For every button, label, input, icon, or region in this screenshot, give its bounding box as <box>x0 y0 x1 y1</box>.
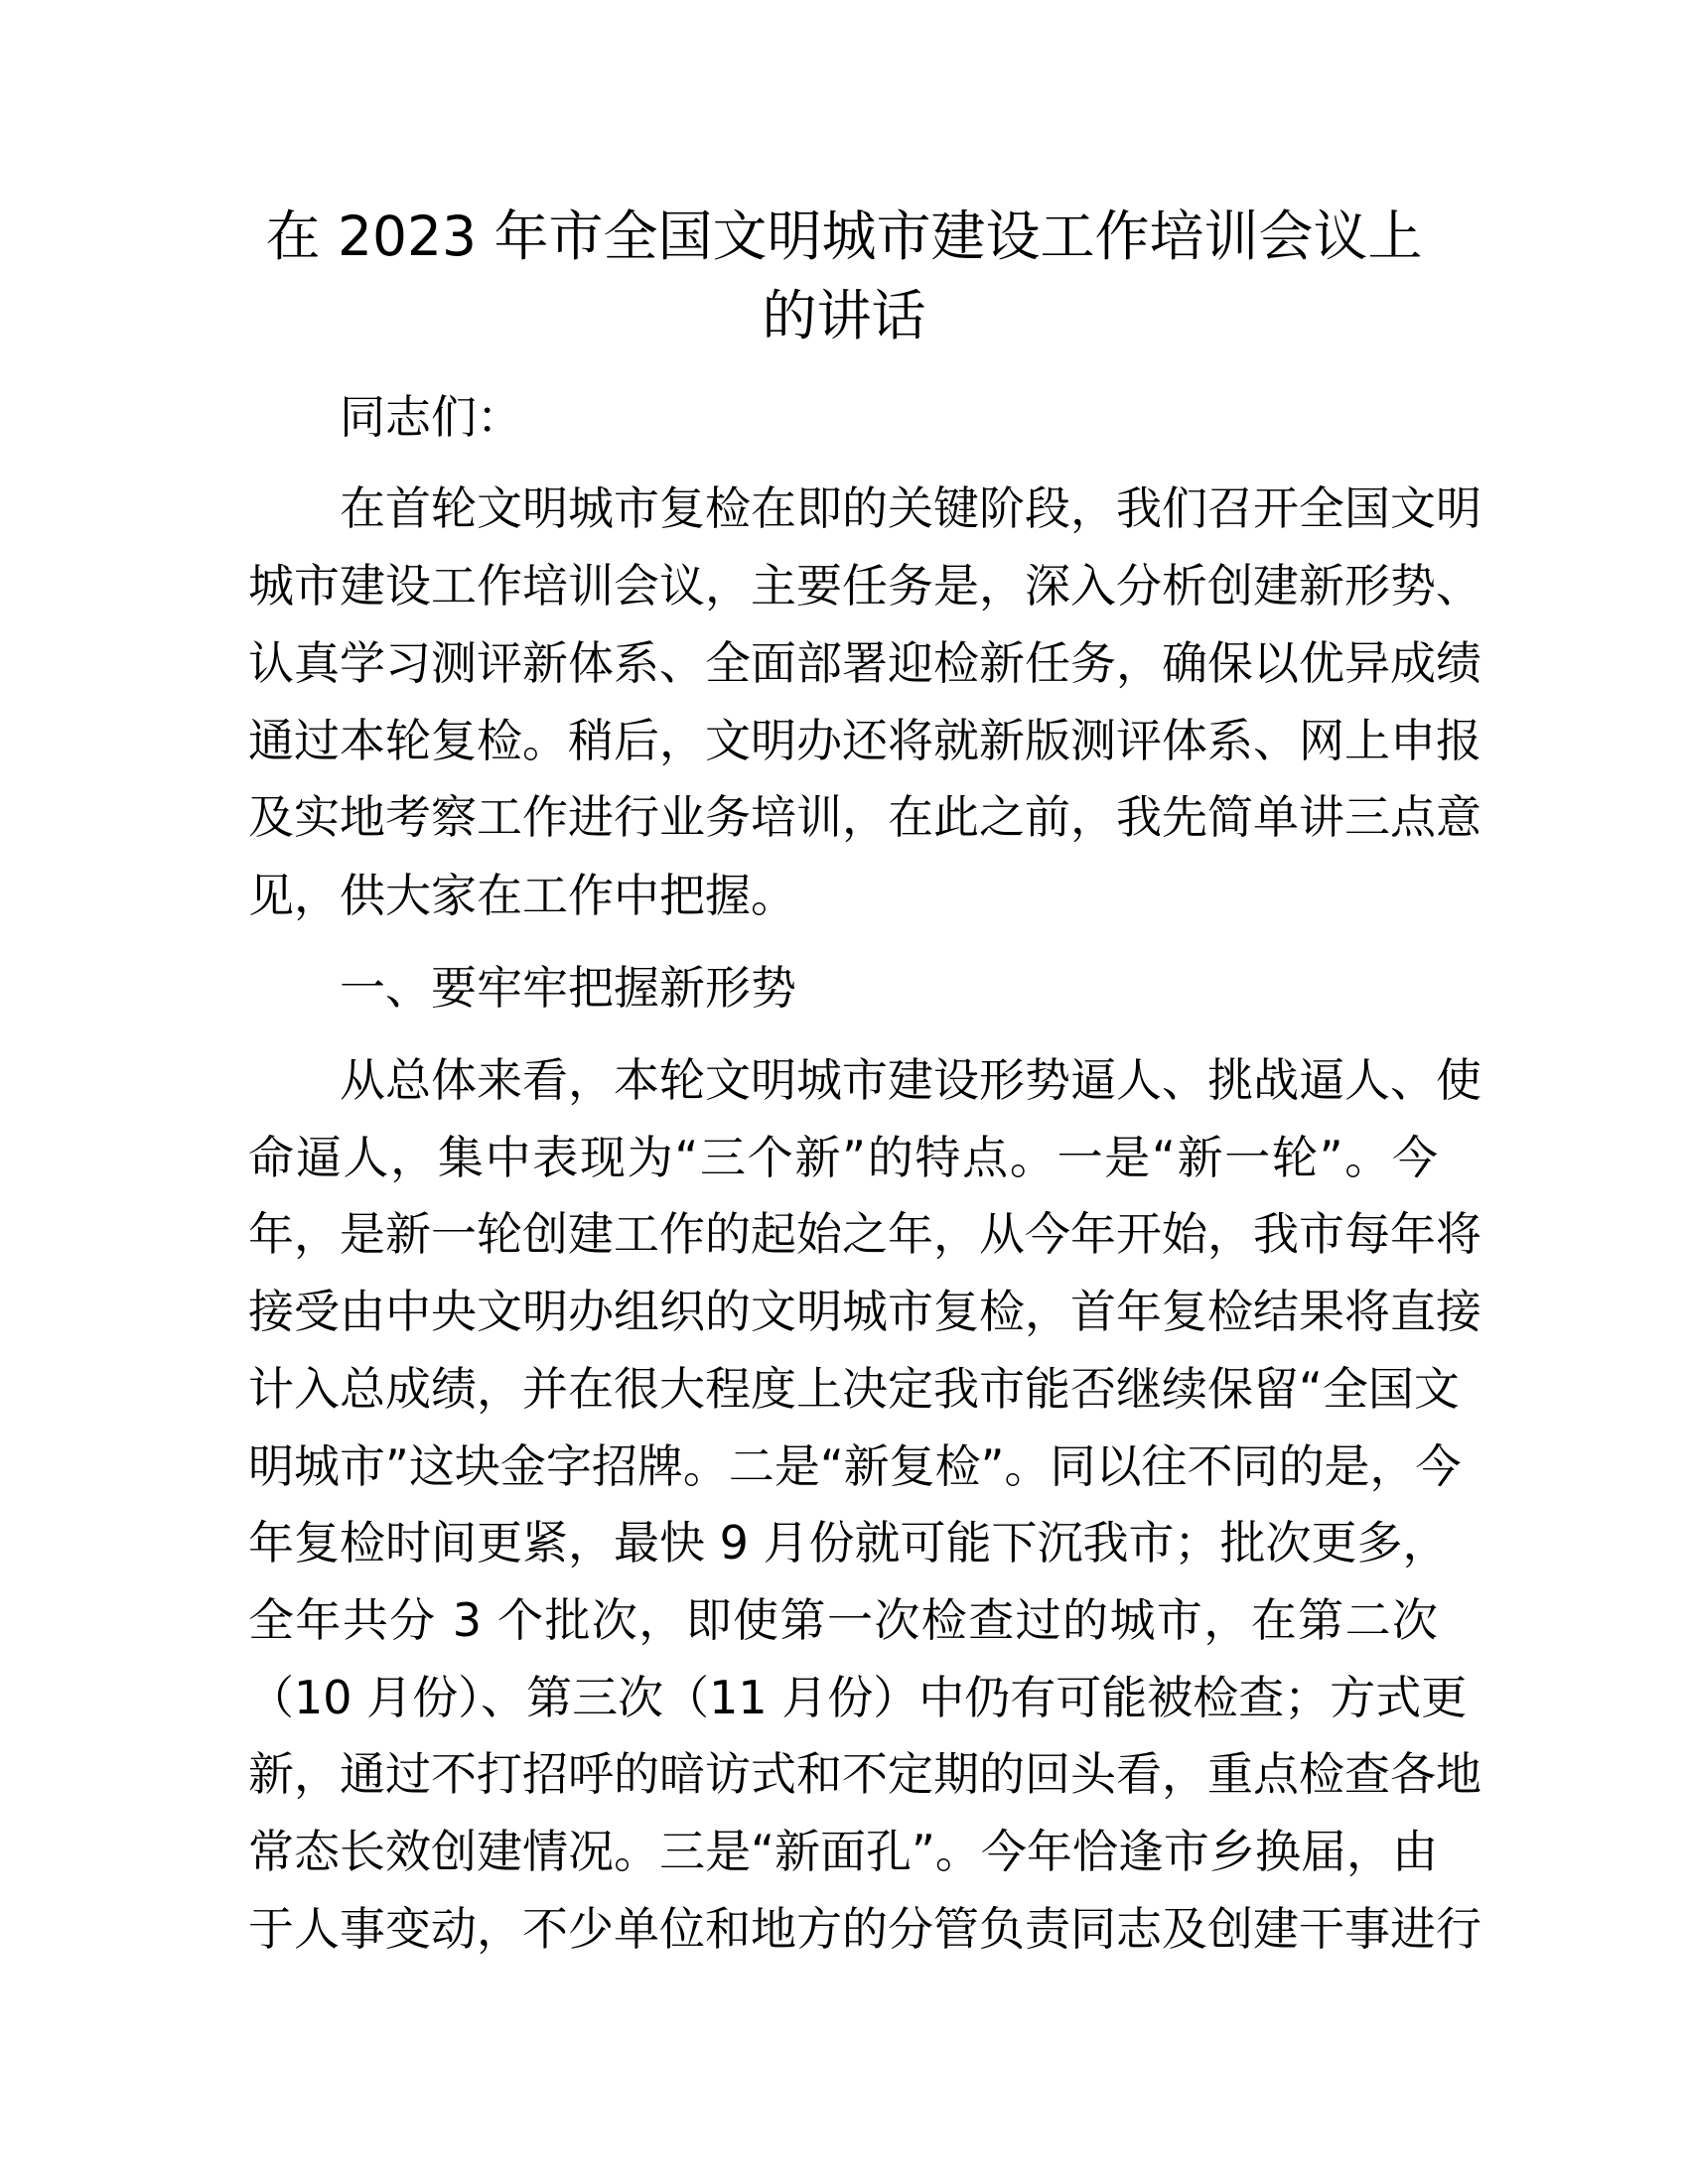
document-title-line-1: 在 2023 年市全国文明城市建设工作培训会议上 <box>265 205 1423 268</box>
paragraph-2-line-8: 全年共分 3 个批次，即使第一次检查过的城市，在第二次 <box>248 1593 1438 1647</box>
salutation: 同志们： <box>340 390 522 444</box>
document-title-line-2: 的讲话 <box>762 284 926 347</box>
paragraph-1-line-2: 城市建设工作培训会议，主要任务是，深入分析创建新形势、 <box>248 559 1481 613</box>
paragraph-2-line-11: 常态长效创建情况。三是“新面孔”。今年恰逢市乡换届，由 <box>248 1825 1438 1878</box>
paragraph-2-line-5: 计入总成绩，并在很大程度上决定我市能否继续保留“全国文 <box>248 1362 1460 1416</box>
paragraph-2-line-1: 从总体来看，本轮文明城市建设形势逼人、挑战逼人、使 <box>340 1053 1481 1107</box>
paragraph-1-line-5: 及实地考察工作进行业务培训，在此之前，我先简单讲三点意 <box>248 790 1481 844</box>
paragraph-2-line-4: 接受由中央文明办组织的文明城市复检，首年复检结果将直接 <box>248 1285 1481 1338</box>
paragraph-2-line-10: 新，通过不打招呼的暗访式和不定期的回头看，重点检查各地 <box>248 1747 1481 1801</box>
paragraph-1-line-3: 认真学习测评新体系、全面部署迎检新任务，确保以优异成绩 <box>248 636 1481 690</box>
paragraph-1-line-6: 见，供大家在工作中把握。 <box>248 869 796 922</box>
paragraph-2-line-2: 命逼人，集中表现为“三个新”的特点。一是“新一轮”。今 <box>248 1131 1438 1184</box>
paragraph-2-line-3: 年，是新一轮创建工作的起始之年，从今年开始，我市每年将 <box>248 1207 1481 1261</box>
paragraph-2-line-9: （10 月份）、第三次（11 月份）中仍有可能被检查；方式更 <box>248 1671 1468 1724</box>
section-heading-1: 一、要牢牢把握新形势 <box>340 961 796 1015</box>
paragraph-1-line-4: 通过本轮复检。稍后，文明办还将就新版测评体系、网上申报 <box>248 714 1481 767</box>
paragraph-2-line-12: 于人事变动，不少单位和地方的分管负责同志及创建干事进行 <box>248 1902 1481 1956</box>
paragraph-1-line-1: 在首轮文明城市复检在即的关键阶段，我们召开全国文明 <box>340 481 1481 535</box>
paragraph-2-line-7: 年复检时间更紧，最快 9 月份就可能下沉我市；批次更多， <box>248 1516 1449 1570</box>
paragraph-2-line-6: 明城市”这块金字招牌。二是“新复检”。同以往不同的是，今 <box>248 1439 1462 1493</box>
